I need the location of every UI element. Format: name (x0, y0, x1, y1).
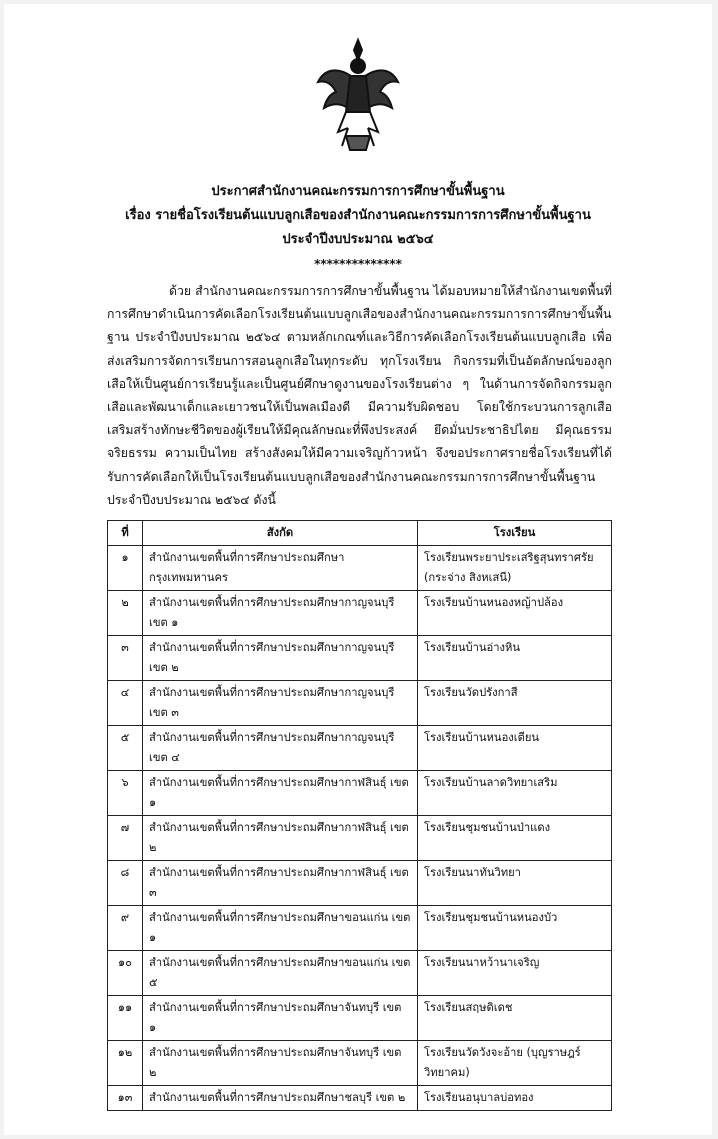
row-office: สำนักงานเขตพื้นที่การศึกษาประถมศึกษากาญจนบุรี เขต ๓ (143, 681, 418, 726)
header-school: โรงเรียน (418, 521, 612, 546)
row-school: โรงเรียนบ้านหนองเตียน (418, 726, 612, 771)
row-school: โรงเรียนวัดปรังกาสี (418, 681, 612, 726)
row-office: สำนักงานเขตพื้นที่การศึกษาประถมศึกษากาฬสินธุ์ เขต ๒ (143, 816, 418, 861)
row-school: โรงเรียนชุมชนบ้านหนองบัว (418, 906, 612, 951)
row-number: ๒ (108, 591, 143, 636)
row-number: ๑๑ (108, 996, 143, 1041)
document-fiscal-year: ประจำปีงบประมาณ ๒๕๖๔ (282, 232, 434, 247)
table-row (108, 906, 612, 951)
table-row (108, 816, 612, 861)
row-school: โรงเรียนสฤษดิเดช (418, 996, 612, 1041)
row-number: ๑๒ (108, 1041, 143, 1086)
document-subject: เรื่อง รายชื่อโรงเรียนต้นแบบลูกเสือของสำนักงานคณะกรรมการการศึกษาขั้นพื้นฐาน (125, 208, 591, 223)
row-office: สำนักงานเขตพื้นที่การศึกษาประถมศึกษาชลบุรี เขต ๒ (143, 1086, 418, 1111)
row-school: โรงเรียนนาทันวิทยา (418, 861, 612, 906)
table-row (108, 996, 612, 1041)
table-row (108, 681, 612, 726)
table-row (108, 1041, 612, 1086)
header-no: ที่ (108, 521, 143, 546)
row-number: ๑๐ (108, 951, 143, 996)
table-row (108, 591, 612, 636)
title-block (4, 180, 712, 252)
row-school: โรงเรียนวัดวังจะอ้าย (บุญราษฎร์วิทยาคม) (418, 1041, 612, 1086)
row-office: สำนักงานเขตพื้นที่การศึกษาประถมศึกษากาญจนบุรี เขต ๒ (143, 636, 418, 681)
row-office: สำนักงานเขตพื้นที่การศึกษาประถมศึกษาขอนแก่น เขต ๕ (143, 951, 418, 996)
row-school: โรงเรียนบ้านลาดวิทยาเสริม (418, 771, 612, 816)
row-office: สำนักงานเขตพื้นที่การศึกษาประถมศึกษากาญจนบุรี เขต ๑ (143, 591, 418, 636)
row-school: โรงเรียนอนุบาลบ่อทอง (418, 1086, 612, 1111)
row-number: ๖ (108, 771, 143, 816)
table-row (108, 546, 612, 591)
row-number: ๕ (108, 726, 143, 771)
announcement-body: ด้วย สำนักงานคณะกรรมการการศึกษาขั้นพื้นฐาน ได้มอบหมายให้สำนักงานเขตพื้นที่การศึกษาดำเนินการคัดเลือกโรงเรียนต้นแบบลูกเสือของสำนักงานคณะกรรมการการศึกษาขั้นพื้นฐาน ประจำปีงบประมาณ ๒๕๖๔ ตามหลักเกณฑ์และวิธีการคัดเลือกโรงเรียนต้นแบบลูกเสือ เพื่อส่งเสริมการจัดการเรียนการสอนลูกเสือในทุกระดับ ทุกโรงเรียน กิจกรรมที่เป็นอัตลักษณ์ของลูกเสือให้เป็นศูนย์การเรียนรู้และเป็นศูนย์ศึกษาดูงานของโรงเรียนต่าง ๆ ในด้านการจัดกิจกรรมลูกเสือและพัฒนาเด็กและเยาวชนให้เป็นพลเมืองดี มีความรับผิดชอบ โดยใช้กระบวนการลูกเสือ เสริมสร้างทักษะชีวิตของผู้เรียนให้มีคุณลักษณะที่พึงประสงค์ ยึดมั่นประชาธิปไตย มีคุณธรรม จริยธรรม ความเป็นไทย สร้างสังคมให้มีความเจริญก้าวหน้า จึงขอประกาศรายชื่อโรงเรียนที่ได้รับการคัดเลือกให้เป็นโรงเรียนต้นแบบลูกเสือของสำนักงานคณะกรรมการการศึกษาขั้นพื้นฐาน ประจำปีงบประมาณ ๒๕๖๔ ดังนี้ (107, 284, 612, 507)
table-header-row (108, 521, 612, 546)
row-number: ๗ (108, 816, 143, 861)
row-number: ๔ (108, 681, 143, 726)
table-row (108, 861, 612, 906)
row-office: สำนักงานเขตพื้นที่การศึกษาประถมศึกษาจันทบุรี เขต ๒ (143, 1041, 418, 1086)
row-school: โรงเรียนบ้านหนองหญ้าปล้อง (418, 591, 612, 636)
header-office: สังกัด (143, 521, 418, 546)
garuda-emblem-icon (316, 36, 400, 154)
row-number: ๙ (108, 906, 143, 951)
row-school: โรงเรียนบ้านอ่างหิน (418, 636, 612, 681)
separator: ************** (314, 257, 402, 271)
row-office: สำนักงานเขตพื้นที่การศึกษาประถมศึกษากาญจนบุรี เขต ๔ (143, 726, 418, 771)
table-row (108, 636, 612, 681)
table-row (108, 1086, 612, 1111)
row-office: สำนักงานเขตพื้นที่การศึกษาประถมศึกษากรุงเทพมหานคร (143, 546, 418, 591)
row-office: สำนักงานเขตพื้นที่การศึกษาประถมศึกษากาฬสินธุ์ เขต ๑ (143, 771, 418, 816)
table-row (108, 771, 612, 816)
document-title: ประกาศสำนักงานคณะกรรมการการศึกษาขั้นพื้นฐาน (211, 184, 505, 199)
row-number: ๓ (108, 636, 143, 681)
row-number: ๑๓ (108, 1086, 143, 1111)
row-number: ๑ (108, 546, 143, 591)
school-table (107, 520, 612, 1111)
row-school: โรงเรียนชุมชนบ้านป่าแดง (418, 816, 612, 861)
document-page (4, 4, 712, 1135)
row-school: โรงเรียนพระยาประเสริฐสุนทราศรัย (กระจ่าง สิงหเสนี) (418, 546, 612, 591)
row-school: โรงเรียนนาหว้านาเจริญ (418, 951, 612, 996)
row-office: สำนักงานเขตพื้นที่การศึกษาประถมศึกษาจันทบุรี เขต ๑ (143, 996, 418, 1041)
row-office: สำนักงานเขตพื้นที่การศึกษาประถมศึกษากาฬสินธุ์ เขต ๓ (143, 861, 418, 906)
row-office: สำนักงานเขตพื้นที่การศึกษาประถมศึกษาขอนแก่น เขต ๑ (143, 906, 418, 951)
table-row (108, 726, 612, 771)
table-row (108, 951, 612, 996)
row-number: ๘ (108, 861, 143, 906)
